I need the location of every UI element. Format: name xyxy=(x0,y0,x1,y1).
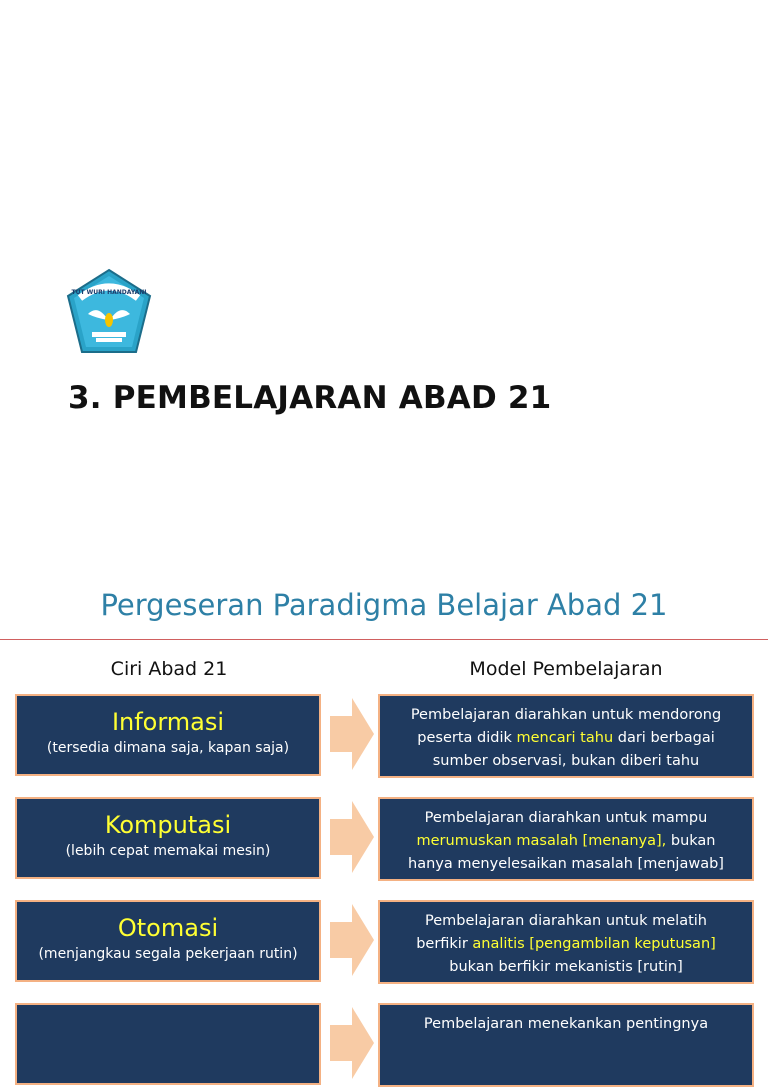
characteristic-subtitle: (tersedia dimana saja, kapan saja) xyxy=(46,740,290,756)
characteristic-box xyxy=(15,900,321,982)
body-text: sumber observasi, bukan diberi tahu xyxy=(432,753,700,769)
characteristic-box xyxy=(15,1003,321,1085)
characteristic-box xyxy=(15,797,321,879)
body-text: dari berbagai xyxy=(613,730,715,746)
right-arrow-icon xyxy=(330,1007,374,1079)
paradigm-row xyxy=(0,1003,768,1089)
slide-title: 3. PEMBELAJARAN ABAD 21 xyxy=(68,380,552,416)
learning-model-line xyxy=(380,704,752,727)
body-text: berfikir xyxy=(416,936,473,952)
right-arrow-icon xyxy=(330,904,374,976)
section-title: Pergeseran Paradigma Belajar Abad 21 xyxy=(100,588,668,622)
learning-model-line xyxy=(380,853,752,876)
learning-model-line xyxy=(380,1013,752,1036)
learning-model-box xyxy=(378,694,754,778)
body-text: bukan xyxy=(666,833,716,849)
learning-model-line xyxy=(380,830,752,853)
characteristic-box xyxy=(15,694,321,776)
characteristic-subtitle: (menjangkau segala pekerjaan rutin) xyxy=(38,946,298,962)
logo-motto: TUT WURI HANDAYANI xyxy=(71,289,147,296)
highlighted-text: analitis [pengambilan keputusan] xyxy=(472,936,716,952)
paradigm-row xyxy=(0,797,768,883)
body-text: Pembelajaran diarahkan untuk mendorong xyxy=(410,707,722,723)
learning-model-line xyxy=(380,956,752,979)
body-text: bukan berfikir mekanistis [rutin] xyxy=(449,959,683,975)
highlighted-text: merumuskan masalah [menanya], xyxy=(416,833,667,849)
learning-model-line xyxy=(380,933,752,956)
learning-model-line xyxy=(380,727,752,750)
characteristic-title: Informasi xyxy=(111,708,225,736)
tut-wuri-handayani-logo xyxy=(66,268,152,356)
column-header-right: Model Pembelajaran xyxy=(469,658,663,680)
characteristic-title: Komputasi xyxy=(104,811,232,839)
body-text: Pembelajaran diarahkan untuk mampu xyxy=(424,810,708,826)
column-header-left: Ciri Abad 21 xyxy=(110,658,228,680)
learning-model-box xyxy=(378,797,754,881)
learning-model-line xyxy=(380,750,752,773)
body-text: Pembelajaran menekankan pentingnya xyxy=(423,1016,709,1032)
highlighted-text: mencari tahu xyxy=(516,730,614,746)
right-arrow-icon xyxy=(330,698,374,770)
learning-model-line xyxy=(380,807,752,830)
body-text: hanya menyelesaikan masalah [menjawab] xyxy=(408,856,724,872)
right-arrow-icon xyxy=(330,801,374,873)
body-text: peserta didik xyxy=(417,730,517,746)
learning-model-line xyxy=(380,910,752,933)
divider-line xyxy=(0,639,768,640)
learning-model-box xyxy=(378,900,754,984)
characteristic-subtitle: (lebih cepat memakai mesin) xyxy=(65,843,271,859)
paradigm-row xyxy=(0,900,768,986)
paradigm-row xyxy=(0,694,768,780)
characteristic-title: Otomasi xyxy=(117,914,219,942)
learning-model-box xyxy=(378,1003,754,1087)
body-text: Pembelajaran diarahkan untuk melatih xyxy=(425,913,707,929)
